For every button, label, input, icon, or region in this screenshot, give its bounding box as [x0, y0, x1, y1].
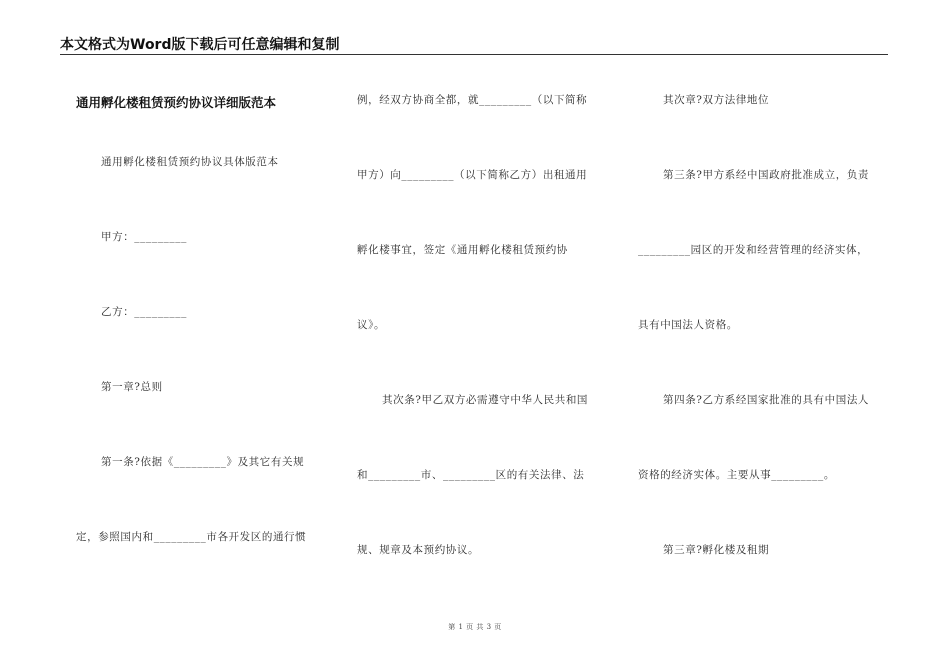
text-line: 具有中国法人资格。: [638, 319, 738, 331]
text-line: 孵化楼事宜，签定《通用孵化楼租赁预约协: [357, 244, 568, 256]
text-line: 资格的经济实体。主要从事_________。: [638, 469, 835, 481]
text-line: _________园区的开发和经营管理的经济实体，: [638, 244, 869, 256]
text-line: 第一条?依据《_________》及其它有关规: [101, 456, 305, 468]
text-line: 其次章?双方法律地位: [663, 94, 770, 106]
header-title: 本文格式为Word版下载后可任意编辑和复制: [60, 37, 340, 53]
text-line: 议》。: [357, 319, 386, 331]
text-line: 第一章?总则: [101, 381, 163, 393]
document-title: 通用孵化楼租赁预约协议详细版范本: [76, 95, 277, 110]
text-line: 第三条?甲方系经中国政府批准成立，负责: [663, 169, 870, 181]
header-divider: [60, 54, 888, 55]
text-line: 定，参照国内和_________市各开发区的通行惯: [76, 531, 307, 543]
text-line: 甲方：_________: [101, 231, 187, 243]
text-line: 第三章?孵化楼及租期: [663, 544, 770, 556]
text-line: 甲方）向_________（以下简称乙方）出租通用: [357, 169, 588, 181]
text-column-2: [357, 86, 619, 586]
text-line: 乙方：_________: [101, 306, 187, 318]
text-line: 例，经双方协商全都，就_________（以下简称: [357, 94, 588, 106]
page-number: 第 1 页 共 3 页: [448, 623, 502, 631]
text-line: 通用孵化楼租赁预约协议具体版范本: [101, 156, 279, 168]
text-column-1: [76, 86, 338, 586]
text-column-3: [638, 86, 900, 586]
text-line: 第四条?乙方系经国家批准的具有中国法人: [663, 394, 870, 406]
text-line: 和_________市、_________区的有关法律、法: [357, 469, 585, 481]
text-line: 其次条?甲乙双方必需遵守中华人民共和国: [382, 394, 589, 406]
text-line: 规、规章及本预约协议。: [357, 544, 480, 556]
